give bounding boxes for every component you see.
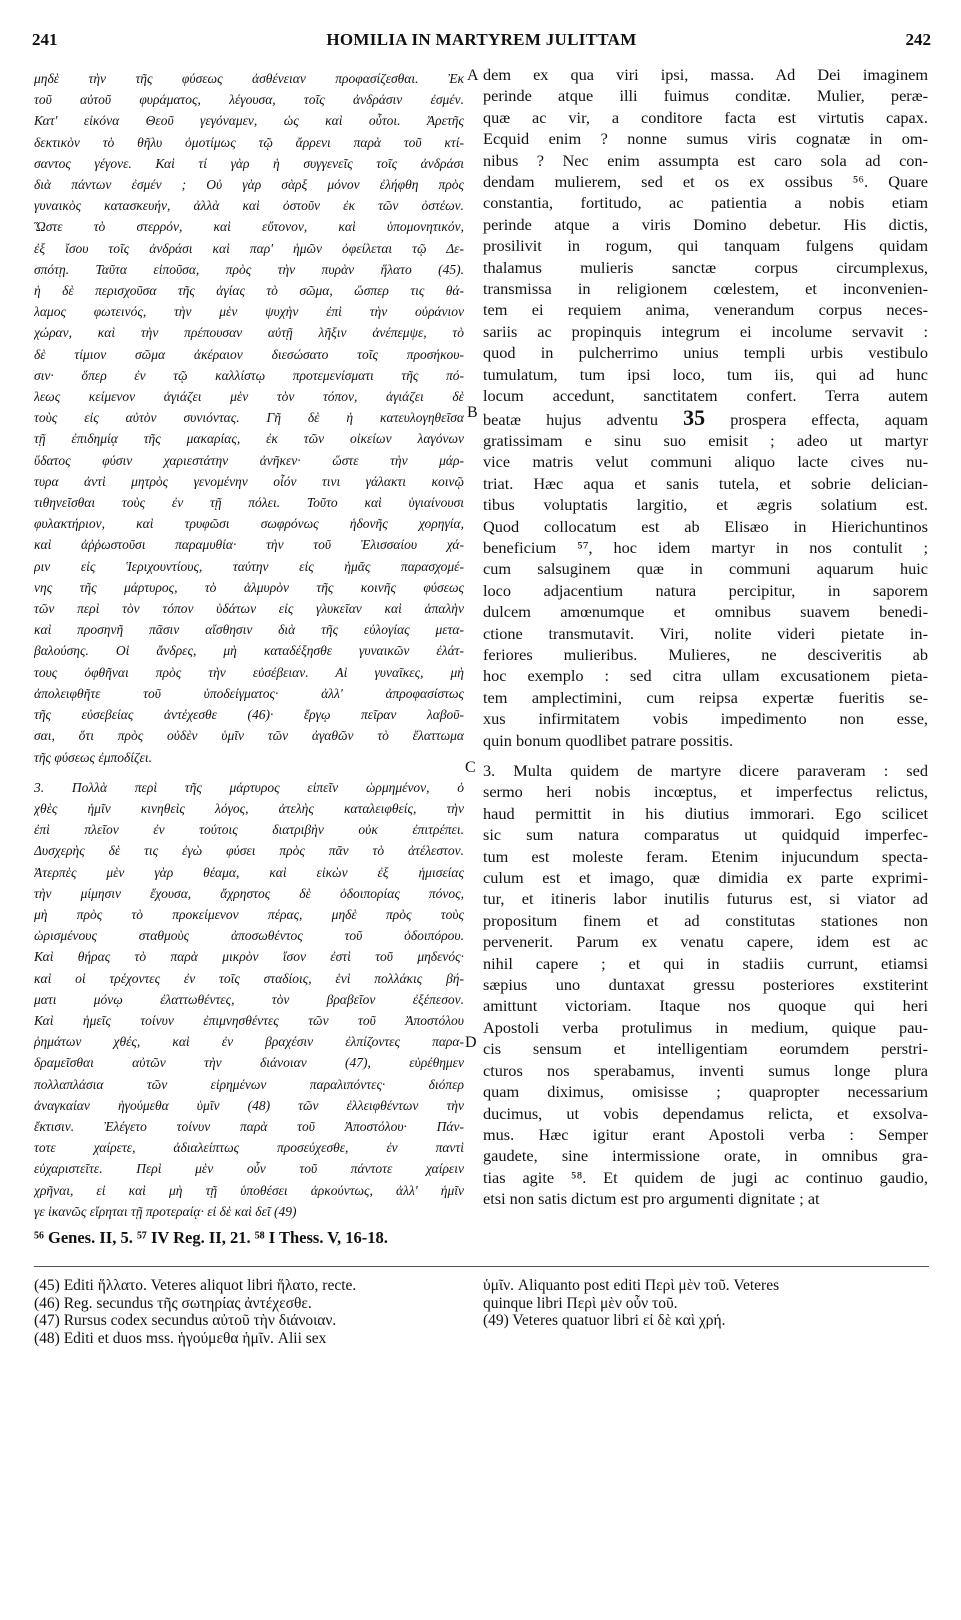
greek-text-line: γυναικὸς κατασκευήν, ἀλλὰ καὶ ὀστοῦν ἐκ τῶν ὀστέων. xyxy=(34,198,464,214)
greek-text-line: ῥημάτων χθές, καὶ ἐν βραχέσιν ἐλπίζοντες παρα- xyxy=(34,1034,464,1050)
latin-text-line: perinde atque illi fuimus conditæ. Mulier, peræ- xyxy=(483,86,928,106)
greek-text-line: Δυσχερὴς δὲ τις ἐγὼ φύσει πρὸς πᾶν τὸ ἀτέλεστον. xyxy=(34,843,464,859)
footnote-line: quinque libri Περὶ μὲν οὖν τοῦ. xyxy=(483,1294,678,1312)
greek-text-line: καὶ ἀῤῥωστοῦσι παραμυθία· τὴν τοῦ Ἐλισσαίου χά- xyxy=(34,537,464,553)
greek-text-line: δραμεῖσθαι αὐτῶν τὴν διάνοιαν (47), εὑρέθημεν xyxy=(34,1055,464,1071)
latin-text-line: Ecquid enim ? nonne sumus viris cognatæ in om- xyxy=(483,129,928,149)
greek-text-line: τυρα ἀντὶ μητρὸς γενομένην οἷόν τινι γάλακτι κοινῷ xyxy=(34,473,464,489)
footnote-line: ὑμῖν. Aliquanto post editi Περὶ μὲν τοῦ. Veteres xyxy=(483,1277,780,1294)
greek-text-line: εὐχαριστεῖτε. Περὶ μὲν οὖν τοῦ πάντοτε χαίρειν xyxy=(34,1161,464,1177)
latin-text-line: perinde atque a viris Domino debetur. His dictis, xyxy=(483,214,928,234)
greek-text-line: βαλούσης. Οἱ ἄνδρες, μὴ καταδέξησθε γυναικῶν ἐλάτ- xyxy=(34,643,464,659)
latin-text-line: mus. Hæc igitur erant Apostoli verba : Semper xyxy=(483,1124,928,1144)
footnotes-left-column xyxy=(34,1277,464,1347)
margin-letter-a: A xyxy=(467,67,479,84)
latin-text-line: ctione transmutavit. Viri, nolite videri pietate in- xyxy=(483,623,928,643)
latin-text-line: sic sum natura comparatus ut quidquid imperfec- xyxy=(483,825,928,845)
latin-text-line: etsi non satis dictum est pro argumenti dignitate ; at xyxy=(483,1189,820,1209)
latin-text-line: amittunt victoriam. Itaque nos quoque qui heri xyxy=(483,996,928,1016)
greek-text-line: ἡ δὲ περισχοῦσα τῆς ἁγίας τὸ σῶμα, ὥσπερ τις θά- xyxy=(34,283,464,299)
greek-text-line: γε ἱκανῶς εἴρηται τῇ προτεραίᾳ· εἰ δὲ καὶ δεῖ (49) xyxy=(34,1203,297,1219)
footnote-line: (47) Rursus codex secundus αὐτοῦ τὴν διάνοιαν. xyxy=(34,1312,337,1330)
greek-text-line: Καὶ ἡμεῖς τοίνυν ἐπιμνησθέντες τῶν τοῦ Ἀποστόλου xyxy=(34,1012,464,1028)
greek-text-line: σαι, ὅτι πρὸς οὐδὲν ὑμῖν τῶν ἀγαθῶν τὸ ἔλαττωμα xyxy=(34,728,464,744)
latin-text-line: 3. Multa quidem de martyre dicere paraveram : sed xyxy=(483,761,928,780)
margin-letter-c: C xyxy=(465,759,476,776)
greek-text-line: Κατ' εἰκόνα Θεοῦ γεγόναμεν, ὡς καὶ οὗτοι. Ἀρετῆς xyxy=(34,113,464,129)
latin-text-line: tum est moleste feram. Etenim injucundum specta- xyxy=(483,846,928,866)
scripture-references: ⁵⁶ Genes. II, 5. ⁵⁷ IV Reg. II, 21. ⁵⁸ I Thess. V, 16-18. xyxy=(34,1228,388,1247)
greek-text-line: δεκτικὸν τὸ θῆλυ ὁμοτίμως τῷ ἄρρενι παρὰ τοῦ κτί- xyxy=(34,134,464,150)
latin-text-line: culum est et imago, quæ dimidia ex parte exprimi- xyxy=(483,868,928,888)
latin-text-line: Apostoli verba protulimus in medium, quique pau- xyxy=(483,1017,928,1037)
margin-letter-b: B xyxy=(467,404,478,421)
latin-text-line: transmissa in religionem cœlestem, et inconvenien- xyxy=(483,279,928,299)
latin-text-line: hoc exemplo : sed citra ullam excusationem pieta- xyxy=(483,666,928,686)
latin-text-line: beatæ hujus adventu 35 prospera effecta, aquam xyxy=(483,406,928,430)
latin-text-line: constantia, fortitudo, ac patientia a nobis etiam xyxy=(483,193,928,213)
greek-text-line: ὡρισμένους σταθμοὺς ἀποσωθέντος τοῦ ὁδοιπόρου. xyxy=(34,928,464,944)
greek-text-line: τοῦ αὐτοῦ φυράματος, λέγουσα, τοῖς ἀνδράσιν ἐσμέν. xyxy=(34,92,464,108)
latin-text-line: quin bonum quodlibet patrare possitis. xyxy=(483,730,734,750)
greek-text-line: μηδὲ τὴν τῆς φύσεως ἀσθένειαν προφασίζεσθαι. Ἐκ xyxy=(34,71,464,86)
greek-text-line: ἐπὶ πλεῖον ἐν τούτοις διατριβὴν οὐκ ἐπιτρέπει. xyxy=(34,822,464,838)
latin-text-line: ducimus, ut vobis dependamus relicta, et exsolva- xyxy=(483,1103,928,1123)
greek-text-line: διὰ πάντων ἐσμέν ; Οὐ γὰρ σὰρξ μόνον ἐλήφθη πρὸς xyxy=(34,177,464,193)
greek-text-line: καὶ προσηνῆ πᾶσιν αἴσθησιν διὰ τῆς εὐλογίας μετα- xyxy=(34,622,464,638)
latin-text-line: quod in pulcherrimo unius templi urbis vestibulo xyxy=(483,343,928,363)
greek-text-line: τιθηνεῖσθαι τοὺς ἐν τῇ πόλει. Τοῦτο καὶ ὑγιαίνουσι xyxy=(34,495,464,511)
greek-text-line: τῆς εὐσεβείας ἀντέχεσθε (46)· ἔργῳ πεῖραν λαβοῦ- xyxy=(34,707,464,723)
latin-text-line: cturos nos sperabamus, inventi sumus longe plura xyxy=(483,1060,928,1080)
latin-text-column xyxy=(483,64,928,1210)
greek-text-line: ἀναγκαίαν ἡγούμεθα ὑμῖν (48) τῶν ἐλλειφθέντων τὴν xyxy=(34,1097,464,1113)
latin-text-line: xus infirmitatem vobis impedimento non esse, xyxy=(483,709,928,729)
latin-text-line: Quod collocatum est ab Elisæo in Hierichuntinos xyxy=(483,516,928,536)
latin-text-line: loco adjacentium natura percipitur, in saporem xyxy=(483,580,928,600)
greek-text-line: φυλακτήριον, καὶ τρυφῶσι σωφρόνως ἡδονῆς χορηγία, xyxy=(34,516,464,532)
latin-text-line: tibus voluptatis largitio, et ægris solatium est. xyxy=(483,495,928,515)
latin-text-line: triat. Hæc aqua et sanis tutela, et sobrie delician- xyxy=(483,473,928,493)
greek-text-line: χρῆναι, εἰ καὶ μὴ τῇ ὑποθέσει ἀρκούντως, ἀλλ' ἡμῖν xyxy=(34,1182,464,1198)
latin-text-line: pervenerit. Parum ex venatu capere, idem est ac xyxy=(483,932,928,952)
column-number-marker: 35 xyxy=(683,406,706,430)
greek-text-line: τῇ ἐπιδημίᾳ τῆς μακαρίας, ἐκ τῶν οἰκείων λαγόνων xyxy=(34,431,464,447)
latin-text-line: propositum finem et ad constitutas stationes non xyxy=(483,910,928,930)
latin-text-line: feriores mulieribus. Mulieres, ne desciveritis ab xyxy=(483,644,928,664)
greek-text-line: ἀπολειφθῆτε τοῦ ὑποδείγματος· ἀλλ' ἀπροφασίστως xyxy=(34,685,464,701)
latin-text-line: tem ei requiem anima, venerandum corpus neces- xyxy=(483,300,928,320)
greek-text-line: ριν εἰς Ἱεριχουντίους, ταύτην εἰς ἡμᾶς παρασχομέ- xyxy=(34,558,464,574)
page-number-right: 242 xyxy=(905,30,931,49)
latin-text-line: nibus ? Nec enim assumpta est caro sola ad con- xyxy=(483,150,928,170)
latin-text-line: tur, et itineris labor inutilis futurus est, si viator ad xyxy=(483,889,928,909)
greek-text-line: Καὶ θήρας τὸ παρὰ μικρὸν ἴσον ἐστὶ τοῦ μηδενός· xyxy=(34,949,464,965)
greek-text-line: λεως κείμενον ἁγιάζει μὲν τὸν τόπον, ἁγιάζει δὲ xyxy=(34,389,464,405)
latin-text-line: gratissimam e sinu suo emisit ; adeo ut martyr xyxy=(483,430,928,450)
page-number-left: 241 xyxy=(32,30,58,49)
greek-text-line: μὴ πρὸς τὸ προκείμενον πέρας, μηδὲ πρὸς τοὺς xyxy=(34,906,464,922)
paragraph-gap xyxy=(483,751,928,760)
greek-text-line: τὴν μίμησιν ἔχουσα, ἄχρηστος δὲ ὁδοιπορίας πόνος, xyxy=(34,885,464,901)
latin-text-line: gaudete, sine intermissione orate, in omnibus gra- xyxy=(483,1146,928,1166)
latin-text-line: thalamus mulieris sanctæ corpus circumplexus, xyxy=(483,257,928,277)
greek-text-line: χώραν, καὶ τὴν πρέπουσαν αὐτῇ λῆξιν ἀνέπεμψε, τὸ xyxy=(34,325,464,341)
footnotes-right-column xyxy=(483,1277,928,1330)
paragraph-gap xyxy=(34,768,464,777)
footnote-line: (49) Veteres quatuor libri εἰ δὲ καὶ χρή. xyxy=(483,1312,726,1330)
greek-text-line: Ἀτερπὲς μὲν γὰρ θέαμα, καὶ εἰκὼν ἐξ ἡμισείας xyxy=(34,864,464,880)
footnote-line: (48) Editi et duos mss. ἡγούμεθα ἡμῖν. Alii sex xyxy=(34,1329,327,1347)
greek-text-line: πολλαπλάσια τῶν εἰρημένων παραλιπόντες· διόπερ xyxy=(34,1076,464,1092)
latin-text-line: cis sensum et intelligentiam eorumdem perstri- xyxy=(483,1039,928,1059)
footnote-rule xyxy=(34,1266,929,1267)
greek-text-line: χθὲς ἡμῖν κινηθεὶς λόγος, ἀτελὴς καταλειφθείς, τὴν xyxy=(34,800,464,816)
greek-text-line: δὲ τίμιον σῶμα ἀκέραιον διεσώσατο τοῖς προσήκου- xyxy=(34,346,464,362)
latin-text-line: locum accedunt, sanctitatem confert. Terra autem xyxy=(483,386,928,406)
latin-text-line: sariis ac propinquis integrum ei incolume servavit : xyxy=(483,321,928,341)
greek-text-line: νης τῆς μάρτυρος, τὸ ἁλμυρὸν τῆς κοινῆς φύσεως xyxy=(34,579,464,595)
latin-text-line: quæ ac vir, a conditore facta est virtutis capax. xyxy=(483,107,928,127)
margin-letter-d: D xyxy=(465,1034,477,1051)
running-title: HOMILIA IN MARTYREM JULITTAM xyxy=(326,30,637,49)
latin-text-line: dem ex qua viri ipsi, massa. Ad Dei imaginem xyxy=(483,65,928,84)
greek-text-line: τους ὀφθῆναι πρὸς τὴν εὐσέβειαν. Αἱ γυναῖκες, μὴ xyxy=(34,664,464,680)
greek-text-line: ἐξ ἴσου τοῖς ἀνδράσι καὶ παρ' ἡμῶν ὀφείλεται τῷ Δε- xyxy=(34,240,464,256)
greek-text-line: τῶν περὶ τὸν τόπον ὑδάτων εἰς γλυκεῖαν καὶ ἁπαλὴν xyxy=(34,601,464,617)
greek-text-line: ματι μόνῳ ἐλαττωθέντες, τὸν βραβεῖον ἐξέπεσον. xyxy=(34,991,464,1007)
latin-text-line: cum salsuginem quæ in communi aquarum huic xyxy=(483,559,928,579)
latin-text-line: tem amplectimini, cum reipsa expertæ fueritis se- xyxy=(483,687,928,707)
greek-text-line: σπότῃ. Ταῦτα εἰποῦσα, πρὸς τὴν πυρὰν ἥλατο (45). xyxy=(34,261,464,277)
greek-text-line: λαμος φωτεινός, τὴν μὲν ψυχὴν ἐπὶ τὴν οὐράνιον xyxy=(34,304,464,320)
footnote-line: (46) Reg. secundus τῆς σωτηρίας ἀντέχεσθε. xyxy=(34,1294,312,1312)
greek-text-line: καὶ οἱ τρέχοντες ἐν τοῖς σταδίοις, ἑνὶ πολλάκις βή- xyxy=(34,970,464,986)
latin-text-line: prosilivit in rogum, qui tanquam fulgens quidam xyxy=(483,236,928,256)
greek-text-line: ὕδατος φύσιν χαριεστάτην ἀνῆκεν· ὥστε τὴν μάρ- xyxy=(34,452,464,468)
latin-text-line: haud permittit in his diutius immorari. Ego scilicet xyxy=(483,803,928,823)
footnote-line: (45) Editi ἥλλατο. Veteres aliquot libri ἥλατο, recte. xyxy=(34,1277,357,1294)
greek-text-line: τοὺς εἰς αὐτὸν συνιόντας. Γῆ δὲ ἡ κατευλογηθεῖσα xyxy=(34,410,464,426)
page-header xyxy=(32,30,931,56)
latin-text-line: nihil capere ; et qui in stadiis currunt, etiamsi xyxy=(483,953,928,973)
latin-text-line: tumulatum, tum ipsi loco, tum iis, qui ad hunc xyxy=(483,364,928,384)
latin-text-line: dulcem amœnumque et omnibus suavem benedi- xyxy=(483,602,928,622)
greek-text-column xyxy=(34,68,464,1222)
latin-text-line: vice matris velut communi aliquo lacte cives nu- xyxy=(483,452,928,472)
latin-text-line: quam diximus, omisisse ; quapropter necessarium xyxy=(483,1082,928,1102)
latin-text-line: tias agite ⁵⁸. Et quidem de jugi ac continuo gaudio, xyxy=(483,1167,928,1187)
latin-text-line: dendam mulierem, sed et os ex ossibus ⁵⁶. Quare xyxy=(483,172,928,192)
latin-text-line: beneficium ⁵⁷, hoc idem martyr in nos contulit ; xyxy=(483,537,928,557)
latin-text-line: sermo heri nobis incœptus, et imperfectus relictus, xyxy=(483,782,928,802)
greek-text-line: σαντος γέγονε. Καὶ τί γὰρ ἡ συγγενεῖς τοῖς ἀνδράσι xyxy=(34,155,464,171)
greek-text-line: ἔκτισιν. Ἐλέγετο τοίνυν παρὰ τοῦ Ἀποστόλου· Πάν- xyxy=(34,1118,464,1134)
greek-text-line: τοτε χαίρετε, ἀδιαλείπτως προσεύχεσθε, ἐν παντὶ xyxy=(34,1140,464,1156)
greek-text-line: 3. Πολλὰ περὶ τῆς μάρτυρος εἰπεῖν ὡρμημένον, ὁ xyxy=(34,779,464,795)
latin-text-line: sæpius uno duntaxat gressu posteriores exstiterint xyxy=(483,975,928,995)
greek-text-line: Ὥστε τὸ στερρόν, καὶ εὔτονον, καὶ ὑπομονητικόν, xyxy=(34,219,464,235)
greek-text-line: σιν· ὅπερ ἐν τῷ καλλίστῳ προτεμενίσματι τῆς πό- xyxy=(34,367,464,383)
greek-text-line: τῆς φύσεως ἐμποδίζει. xyxy=(34,749,152,765)
